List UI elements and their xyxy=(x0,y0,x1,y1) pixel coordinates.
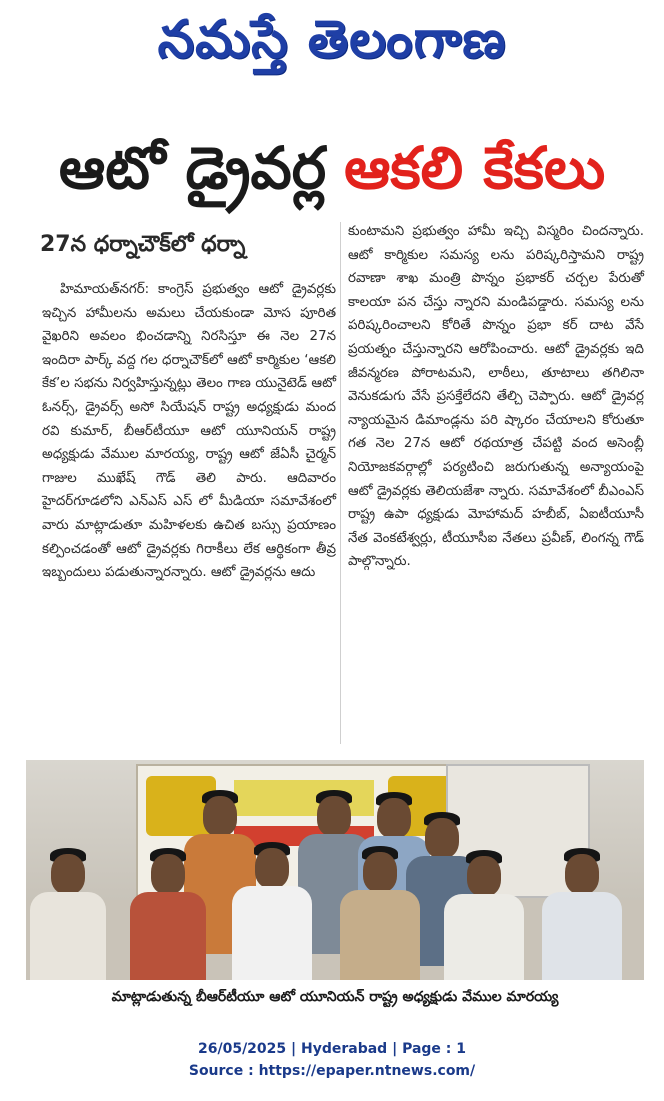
article-column-right xyxy=(348,220,644,750)
headline-part-2: ఆకలి కేకలు xyxy=(344,134,606,202)
photo-caption: మాట్లాడుతున్న బీఆర్‌టీయూ ఆటో యూనియన్ రాష్ట్ర అధ్యక్షుడు వేముల మారయ్య xyxy=(111,989,559,1005)
column-divider xyxy=(340,222,341,744)
news-photo xyxy=(26,760,644,980)
article-column-left xyxy=(42,278,336,748)
masthead xyxy=(0,0,664,80)
article-text-right: కుంటామని ప్రభుత్వం హామీ ఇచ్చి విస్మరిం చిందన్నారు. ఆటో కార్మికుల సమస్య లను పరిష్కరిస్తామని రాష్ట్ర రవాణా శాఖ మంత్రి పొన్నం ప్రభాకర్ చర్చల పేరుతో కాలయా పన చేస్తు న్నారని మండిపడ్డారు. సమస్య లను పరిష్కరించాలని కోరితే పొన్నం ప్రభా కర్ దాట వేసే ప్రయత్నం చేస్తున్నారని ఆరోపించారు. ఆటో డ్రైవర్లకు ఇది జీవన్మరణ పోరాటమని, లాఠీలు, తూటాలు తగిలినా వెనుకడుగు వేసే ప్రసక్తేలేదని తేల్చి చెప్పారు. ఆటో డ్రైవర్ల న్యాయమైన డిమాండ్లను పరి ష్కారం చేయాలని కోరుతూ గత నెల 27న ఆటో రథయాత్ర చేపట్టి వంద అసెంబ్లీ నియోజకవర్గాల్లో పర్యటించి జరుగుతున్న అన్యాయంపై ఆటో డ్రైవర్లకు తెలియజేశా న్నారు. సమావేశంలో బీఎంఎస్ రాష్ట్ర ఉపా ధ్యక్షుడు మోహామద్ హబీబ్, ఏఐటీయూసీ నేత వెంకటేశ్వర్లు, టీయూసీఐ నేతలు ప్రవీణ్, లింగన్న గౌడ్ పాల్గొన్నారు. xyxy=(348,224,644,570)
footer-date-edition: 26/05/2025 | Hyderabad | Page : 1 xyxy=(197,1041,467,1057)
masthead-title: నమస్తే తెలంగాణ xyxy=(157,10,507,70)
headline-part-1: ఆటో డ్రైవర్ల xyxy=(58,134,327,202)
subheadline: 27న ధర్నాచౌక్‌లో ధర్నా xyxy=(40,232,246,257)
article-text-left: హిమాయత్‌నగర్: కాంగ్రెస్ ప్రభుత్వం ఆటో డ్రైవర్లకు ఇచ్చిన హామీలను అమలు చేయకుండా మోస పూరిత వైఖరిని అవలం భించడాన్ని నిరసిస్తూ ఈ నెల 27న ఇందిరా పార్క్ వద్ద గల ధర్నాచౌక్‌లో ఆటో కార్మికుల ‘ఆకలి కేక’ల సభను నిర్వహిస్తున్నట్లు తెలం గాణ యునైటెడ్ ఆటో ఓనర్స్, డ్రైవర్స్ అసో సియేషన్ రాష్ట్ర అధ్యక్షుడు మంద రవి కుమార్, బీఆర్‌టీయూ ఆటో యూనియన్ రాష్ట్ర అధ్యక్షుడు వేముల మారయ్య, రాష్ట్ర ఆటో జేఏసీ చైర్మన్ గాజుల ముఖేష్ గౌడ్ తెలి పారు. ఆదివారం హైదర్‌గూడలోని ఎన్‌ఎస్ ఎస్ లో మీడియా సమావేశంలో వారు మాట్లాడుతూ మహిళలకు ఉచిత బస్సు ప్రయాణం కల్పించడంతో ఆటో డ్రైవర్లకు గిరాకీలు లేక ఆర్థికంగా తీవ్ర ఇబ్బందులు పడుతున్నారన్నారు. ఆటో డ్రైవర్లను ఆదు xyxy=(42,282,336,581)
headline xyxy=(0,118,664,218)
footer-source[interactable]: Source : https://epaper.ntnews.com/ xyxy=(188,1063,476,1079)
